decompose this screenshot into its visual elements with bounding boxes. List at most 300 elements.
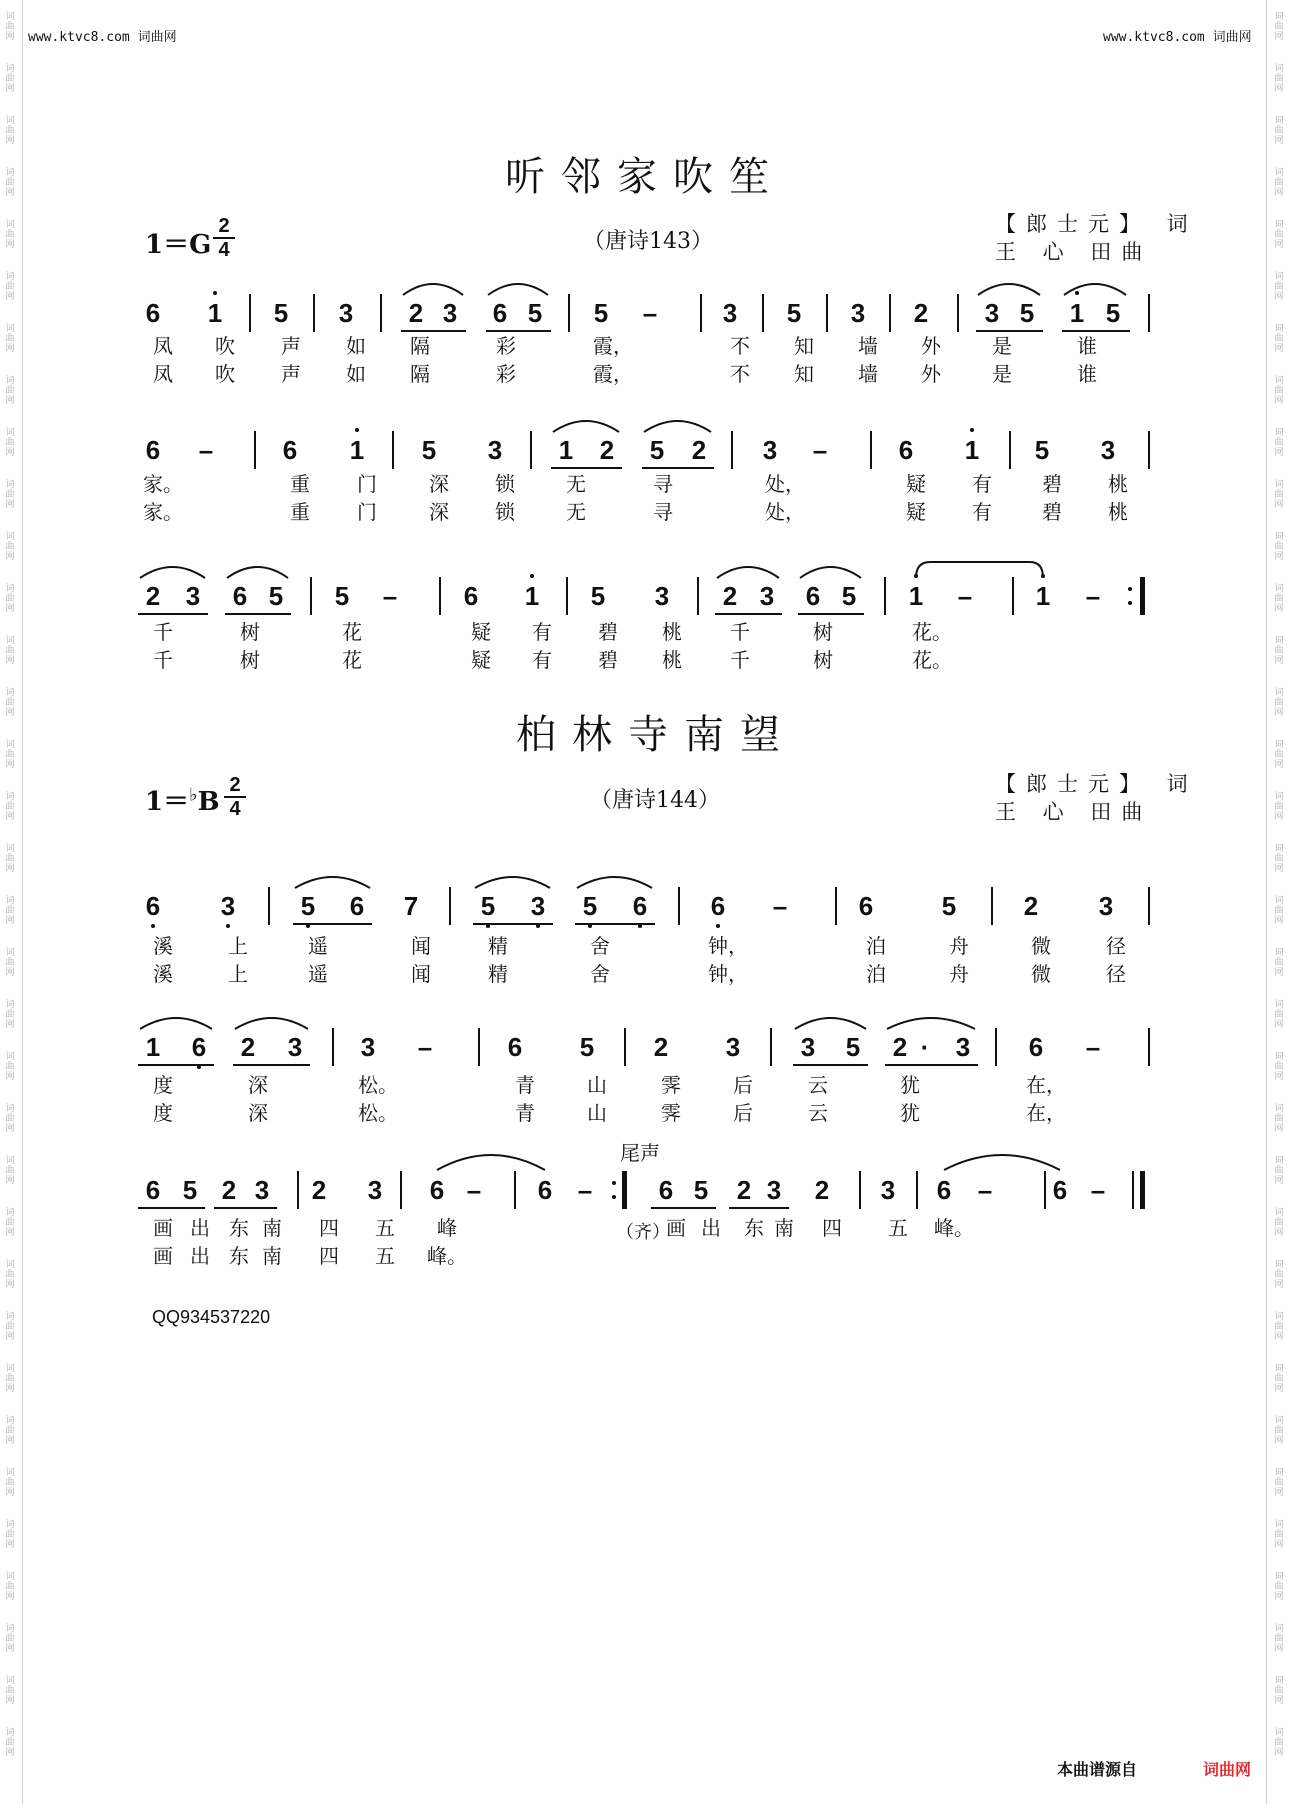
note: 5 <box>786 298 802 328</box>
side-watermark: 词 曲 网 <box>5 896 15 926</box>
note: 5 <box>582 891 598 921</box>
note: 6 <box>349 891 365 921</box>
note: 6 <box>282 435 298 465</box>
note: 6 <box>463 581 479 611</box>
note: – <box>1085 1032 1101 1062</box>
side-watermark: 词 曲 网 <box>1274 116 1284 146</box>
lyric: 出 <box>701 1216 721 1240</box>
side-watermark: 词 曲 网 <box>5 584 15 614</box>
note: 6 <box>145 298 161 328</box>
lyric: 后 <box>733 1073 753 1097</box>
tie <box>944 1155 1060 1170</box>
note: 3 <box>725 1032 741 1062</box>
note: 3 <box>287 1032 303 1062</box>
lyric: 如 <box>346 334 366 358</box>
lyric: 山 <box>587 1073 607 1097</box>
slur <box>795 1018 866 1029</box>
lyric: 后 <box>733 1101 753 1125</box>
lyric: 锁 <box>495 472 515 496</box>
note: 6 <box>936 1175 952 1205</box>
lyric: 桃 <box>1108 472 1128 496</box>
lyric: 外 <box>921 362 941 386</box>
side-watermark: 词 曲 网 <box>1274 64 1284 94</box>
note: 6 <box>658 1175 674 1205</box>
side-watermark: 词 曲 网 <box>1274 1052 1284 1082</box>
lyric: 钟， <box>708 934 748 958</box>
note: 6 <box>1052 1175 1068 1205</box>
lyric: 碧 <box>1042 500 1062 524</box>
note: 3 <box>1100 435 1116 465</box>
lyric: 深 <box>429 472 449 496</box>
side-watermark: 词 曲 网 <box>5 740 15 770</box>
note: 6 <box>507 1032 523 1062</box>
side-watermark: 词 曲 网 <box>1274 584 1284 614</box>
side-watermark: 词 曲 网 <box>5 792 15 822</box>
lyric: 树 <box>240 648 260 672</box>
slur <box>978 284 1040 295</box>
note: 5 <box>334 581 350 611</box>
lyric: 画 <box>666 1216 686 1240</box>
side-watermark: 词 曲 网 <box>5 1260 15 1290</box>
lyric: 知 <box>794 362 814 386</box>
lyric: 寻 <box>653 500 673 524</box>
note: 5 <box>841 581 857 611</box>
note: 2 <box>240 1032 256 1062</box>
side-watermark: 词 曲 网 <box>5 376 15 406</box>
slur <box>887 1018 975 1029</box>
slur <box>140 1018 212 1029</box>
note: 1 <box>349 435 365 465</box>
side-watermark: 词 曲 网 <box>1274 1104 1284 1134</box>
note: 7 <box>403 891 419 921</box>
note: 3 <box>766 1175 782 1205</box>
lyric: 碧 <box>598 648 618 672</box>
lyric: 树 <box>240 620 260 644</box>
note: 1 <box>964 435 980 465</box>
note: 5 <box>268 581 284 611</box>
lyric: 峰。 <box>427 1244 467 1268</box>
side-watermark: 词 曲 网 <box>1274 636 1284 666</box>
lyric: 闻 <box>411 934 431 958</box>
side-watermark: 词 曲 网 <box>5 1208 15 1238</box>
note: 5 <box>480 891 496 921</box>
side-watermark: 词 曲 网 <box>1274 1260 1284 1290</box>
lyric: 是 <box>992 362 1012 386</box>
slur <box>644 421 711 432</box>
song1-key: 1＝G <box>145 230 212 260</box>
side-watermark: 词 曲 网 <box>5 1364 15 1394</box>
lyric: 溪 <box>153 962 173 986</box>
lyric: 遥 <box>308 934 328 958</box>
lyric: 山 <box>587 1101 607 1125</box>
side-watermark: 词 曲 网 <box>5 220 15 250</box>
lyric: 峰。 <box>934 1216 974 1240</box>
lyric: 树 <box>813 620 833 644</box>
lyric: 松。 <box>358 1073 398 1097</box>
note: 3 <box>955 1032 971 1062</box>
slur <box>295 877 370 888</box>
lyric: 画 <box>153 1244 173 1268</box>
side-watermark: 词 曲 网 <box>1274 1416 1284 1446</box>
note: 6 <box>492 298 508 328</box>
note: 6 <box>1028 1032 1044 1062</box>
side-watermark: 词 曲 网 <box>1274 532 1284 562</box>
note: 3 <box>722 298 738 328</box>
note: 5 <box>273 298 289 328</box>
note: 2 <box>221 1175 237 1205</box>
side-watermark: 词 曲 网 <box>1274 220 1284 250</box>
note: 3 <box>360 1032 376 1062</box>
side-watermark: 词 曲 网 <box>5 428 15 458</box>
flat-sign: ♭ <box>189 784 198 806</box>
lyric: 碧 <box>598 620 618 644</box>
lyric: 处， <box>765 472 805 496</box>
lyric: 云 <box>808 1073 828 1097</box>
lyric: 凤 <box>153 334 173 358</box>
note: – <box>642 298 658 328</box>
lyric: 钟， <box>708 962 748 986</box>
slur <box>227 567 288 578</box>
note: 2 <box>892 1032 908 1062</box>
lyric: 青 <box>515 1101 535 1125</box>
side-watermark: 词 曲 网 <box>1274 1156 1284 1186</box>
note: 1 <box>1069 298 1085 328</box>
lyric: 彩 <box>496 334 516 358</box>
note: 2 <box>145 581 161 611</box>
lyric: 南 <box>262 1216 282 1240</box>
side-watermark: 词 曲 网 <box>1274 428 1284 458</box>
lyric: 霁 <box>661 1073 681 1097</box>
lyric: 家。 <box>143 500 183 524</box>
side-watermark: 词 曲 网 <box>1274 1000 1284 1030</box>
side-watermark: 词 曲 网 <box>1274 376 1284 406</box>
lyric: 花。 <box>912 648 952 672</box>
note: 5 <box>941 891 957 921</box>
lyric: 东 <box>229 1216 249 1240</box>
lyric: 桃 <box>662 620 682 644</box>
song2-time-bottom: 4 <box>229 798 241 820</box>
note: – <box>1090 1175 1106 1205</box>
note: 3 <box>1098 891 1114 921</box>
side-watermark: 词 曲 网 <box>1274 324 1284 354</box>
side-watermark: 词 曲 网 <box>1274 1624 1284 1654</box>
lyric: 谁 <box>1077 334 1097 358</box>
slur <box>553 421 619 432</box>
lyric: 南 <box>262 1244 282 1268</box>
slur <box>235 1018 308 1029</box>
lyric: 遥 <box>308 962 328 986</box>
qq-number: QQ934537220 <box>152 1307 271 1327</box>
lyric: 深 <box>429 500 449 524</box>
lyric: 有 <box>532 620 552 644</box>
tie <box>437 1155 545 1170</box>
note: 5 <box>579 1032 595 1062</box>
lyric: 疑 <box>471 620 491 644</box>
lyric: 花。 <box>912 620 952 644</box>
lyric: 出 <box>190 1216 210 1240</box>
unison-mark: （齐） <box>616 1222 670 1242</box>
slur <box>577 877 652 888</box>
song1-composer: 王 心 田曲 <box>995 240 1153 264</box>
lyric: 无 <box>566 472 586 496</box>
lyric: 深 <box>248 1073 268 1097</box>
lyric: 溪 <box>153 934 173 958</box>
side-watermark: 词 曲 网 <box>1274 1208 1284 1238</box>
note: · <box>920 1032 930 1062</box>
lyric: 舍 <box>590 962 610 986</box>
lyric: 树 <box>813 648 833 672</box>
note: 5 <box>693 1175 709 1205</box>
lyric: 墙 <box>858 334 878 358</box>
lyric: 霁 <box>661 1101 681 1125</box>
lyric: 上 <box>228 934 248 958</box>
side-watermark: 词 曲 网 <box>1274 740 1284 770</box>
lyric: 东 <box>744 1216 764 1240</box>
side-watermark: 词 曲 网 <box>5 272 15 302</box>
lyric: 桃 <box>1108 500 1128 524</box>
lyric: 门 <box>357 500 377 524</box>
note: 3 <box>254 1175 270 1205</box>
lyric: 闻 <box>411 962 431 986</box>
source-label: 本曲谱源自 <box>1057 1760 1138 1779</box>
note: 2 <box>736 1175 752 1205</box>
side-watermark: 词 曲 网 <box>1274 1364 1284 1394</box>
lyric: 外 <box>921 334 941 358</box>
side-watermark: 词 曲 网 <box>5 1000 15 1030</box>
side-watermark: 词 曲 网 <box>5 1312 15 1342</box>
lyric: 泊 <box>866 962 886 986</box>
header-url-right[interactable]: www.ktvc8.com 词曲网 <box>1103 30 1252 45</box>
lyric: 知 <box>794 334 814 358</box>
header-url-left[interactable]: www.ktvc8.com 词曲网 <box>28 30 177 45</box>
lyric: 犹 <box>900 1101 920 1125</box>
lyric: 桃 <box>662 648 682 672</box>
side-watermark: 词 曲 网 <box>1274 1676 1284 1706</box>
lyric: 谁 <box>1077 362 1097 386</box>
note: – <box>812 435 828 465</box>
note: 5 <box>182 1175 198 1205</box>
coda-label: 尾声 <box>620 1141 660 1165</box>
slur <box>717 567 779 578</box>
side-watermark: 词 曲 网 <box>5 12 15 42</box>
lyric: 霞， <box>593 362 633 386</box>
lyric: 墙 <box>858 362 878 386</box>
note: 5 <box>527 298 543 328</box>
lyric: 在， <box>1026 1101 1066 1125</box>
side-watermark: 词 曲 网 <box>5 1104 15 1134</box>
slur <box>403 284 463 295</box>
note: 3 <box>850 298 866 328</box>
song2-key-prefix: 1＝ <box>145 787 190 817</box>
note: 3 <box>442 298 458 328</box>
song2-time-top: 2 <box>229 774 241 796</box>
side-watermark: 词 曲 网 <box>5 1676 15 1706</box>
song2-composer: 王 心 田曲 <box>995 800 1153 824</box>
lyric: 花 <box>342 648 362 672</box>
note: 5 <box>300 891 316 921</box>
song1-time-top: 2 <box>218 215 230 237</box>
note: 6 <box>429 1175 445 1205</box>
lyric: 千 <box>730 648 750 672</box>
note: 6 <box>145 435 161 465</box>
slur <box>488 284 548 295</box>
slur <box>475 877 550 888</box>
note: 5 <box>845 1032 861 1062</box>
side-watermark: 词 曲 网 <box>1274 272 1284 302</box>
note: 5 <box>421 435 437 465</box>
side-watermark: 词 曲 网 <box>1274 1312 1284 1342</box>
note: 1 <box>145 1032 161 1062</box>
note: 3 <box>759 581 775 611</box>
side-watermark: 词 曲 网 <box>5 1156 15 1186</box>
lyric: 锁 <box>495 500 515 524</box>
lyric: 松。 <box>358 1101 398 1125</box>
side-watermark: 词 曲 网 <box>1274 1728 1284 1758</box>
side-watermark: 词 曲 网 <box>5 688 15 718</box>
note: 3 <box>487 435 503 465</box>
side-watermark: 词 曲 网 <box>5 64 15 94</box>
lyric: 度 <box>153 1073 173 1097</box>
lyric: 如 <box>346 362 366 386</box>
lyric: 径 <box>1106 934 1126 958</box>
note: 2 <box>653 1032 669 1062</box>
side-watermark: 词 曲 网 <box>1274 792 1284 822</box>
tie <box>916 562 1043 578</box>
lyric: 疑 <box>906 472 926 496</box>
note: 6 <box>232 581 248 611</box>
slur <box>800 567 861 578</box>
lyric: 有 <box>972 500 992 524</box>
lyric: 舟 <box>949 962 969 986</box>
note: 5 <box>1034 435 1050 465</box>
source-site[interactable]: 词曲网 <box>1203 1760 1252 1779</box>
lyric: 霞， <box>593 334 633 358</box>
lyric: 门 <box>357 472 377 496</box>
side-watermark: 词 曲 网 <box>1274 948 1284 978</box>
note: 1 <box>558 435 574 465</box>
lyric: 无 <box>566 500 586 524</box>
lyric: 舟 <box>949 934 969 958</box>
note: – <box>577 1175 593 1205</box>
note: – <box>1085 581 1101 611</box>
lyric: 舍 <box>590 934 610 958</box>
lyric: 云 <box>808 1101 828 1125</box>
side-watermark: 词 曲 网 <box>5 1416 15 1446</box>
note: 5 <box>593 298 609 328</box>
note: 6 <box>898 435 914 465</box>
lyric: 碧 <box>1042 472 1062 496</box>
lyric: 处， <box>765 500 805 524</box>
note: 3 <box>800 1032 816 1062</box>
lyric: 彩 <box>496 362 516 386</box>
lyric: 精 <box>488 934 508 958</box>
lyric: 吹 <box>215 362 235 386</box>
side-watermark: 词 曲 网 <box>5 1468 15 1498</box>
note: – <box>417 1032 433 1062</box>
side-watermark: 词 曲 网 <box>1274 896 1284 926</box>
lyric: 微 <box>1031 962 1051 986</box>
lyric: 峰 <box>437 1216 457 1240</box>
note: 3 <box>220 891 236 921</box>
lyric: 疑 <box>471 648 491 672</box>
lyric: 青 <box>515 1073 535 1097</box>
lyric: 重 <box>290 500 310 524</box>
lyric: 出 <box>190 1244 210 1268</box>
side-watermark: 词 曲 网 <box>1274 480 1284 510</box>
side-watermark: 词 曲 网 <box>5 636 15 666</box>
slur <box>140 567 205 578</box>
lyric: 微 <box>1031 934 1051 958</box>
note: 3 <box>654 581 670 611</box>
note: 2 <box>722 581 738 611</box>
note: – <box>466 1175 482 1205</box>
lyric: 不 <box>730 334 750 358</box>
lyric: 重 <box>290 472 310 496</box>
side-watermark: 词 曲 网 <box>5 1572 15 1602</box>
side-watermark: 词 曲 网 <box>5 1624 15 1654</box>
lyric: 凤 <box>153 362 173 386</box>
note: 3 <box>338 298 354 328</box>
note: 6 <box>537 1175 553 1205</box>
lyric: 隔 <box>410 362 430 386</box>
note: 6 <box>858 891 874 921</box>
side-watermark: 词 曲 网 <box>1274 168 1284 198</box>
lyric: 五 <box>888 1216 908 1240</box>
lyric: 五 <box>375 1244 395 1268</box>
lyric: 寻 <box>653 472 673 496</box>
side-watermark: 词 曲 网 <box>5 532 15 562</box>
note: 2 <box>311 1175 327 1205</box>
note: 6 <box>710 891 726 921</box>
song1-lyricist: 【郎士元】 词 <box>995 212 1198 236</box>
note: 3 <box>185 581 201 611</box>
lyric: 上 <box>228 962 248 986</box>
note: 3 <box>530 891 546 921</box>
note: 2 <box>408 298 424 328</box>
note: 1 <box>207 298 223 328</box>
lyric: 泊 <box>866 934 886 958</box>
song2-key-note: B <box>197 787 220 817</box>
song1-title: 听邻家吹笙 <box>505 154 785 200</box>
note: – <box>382 581 398 611</box>
note: 3 <box>762 435 778 465</box>
lyric: 家。 <box>143 472 183 496</box>
note: 2 <box>691 435 707 465</box>
song2-title: 柏林寺南望 <box>516 712 796 758</box>
note: 6 <box>632 891 648 921</box>
note: 5 <box>590 581 606 611</box>
lyric: 南 <box>774 1216 794 1240</box>
song2-lyricist: 【郎士元】 词 <box>995 772 1198 796</box>
note: 2 <box>1023 891 1039 921</box>
lyric: 四 <box>319 1244 339 1268</box>
note: 5 <box>1105 298 1121 328</box>
side-watermark: 词 曲 网 <box>1274 844 1284 874</box>
lyric: 不 <box>730 362 750 386</box>
slur <box>1064 284 1126 295</box>
note: – <box>772 891 788 921</box>
note: 6 <box>805 581 821 611</box>
note: 1 <box>1035 581 1051 611</box>
note: – <box>198 435 214 465</box>
lyric: 千 <box>153 620 173 644</box>
lyric: 画 <box>153 1216 173 1240</box>
lyric: 疑 <box>906 500 926 524</box>
note: 3 <box>880 1175 896 1205</box>
lyric: 深 <box>248 1101 268 1125</box>
lyric: 有 <box>532 648 552 672</box>
side-watermark: 词 曲 网 <box>5 324 15 354</box>
